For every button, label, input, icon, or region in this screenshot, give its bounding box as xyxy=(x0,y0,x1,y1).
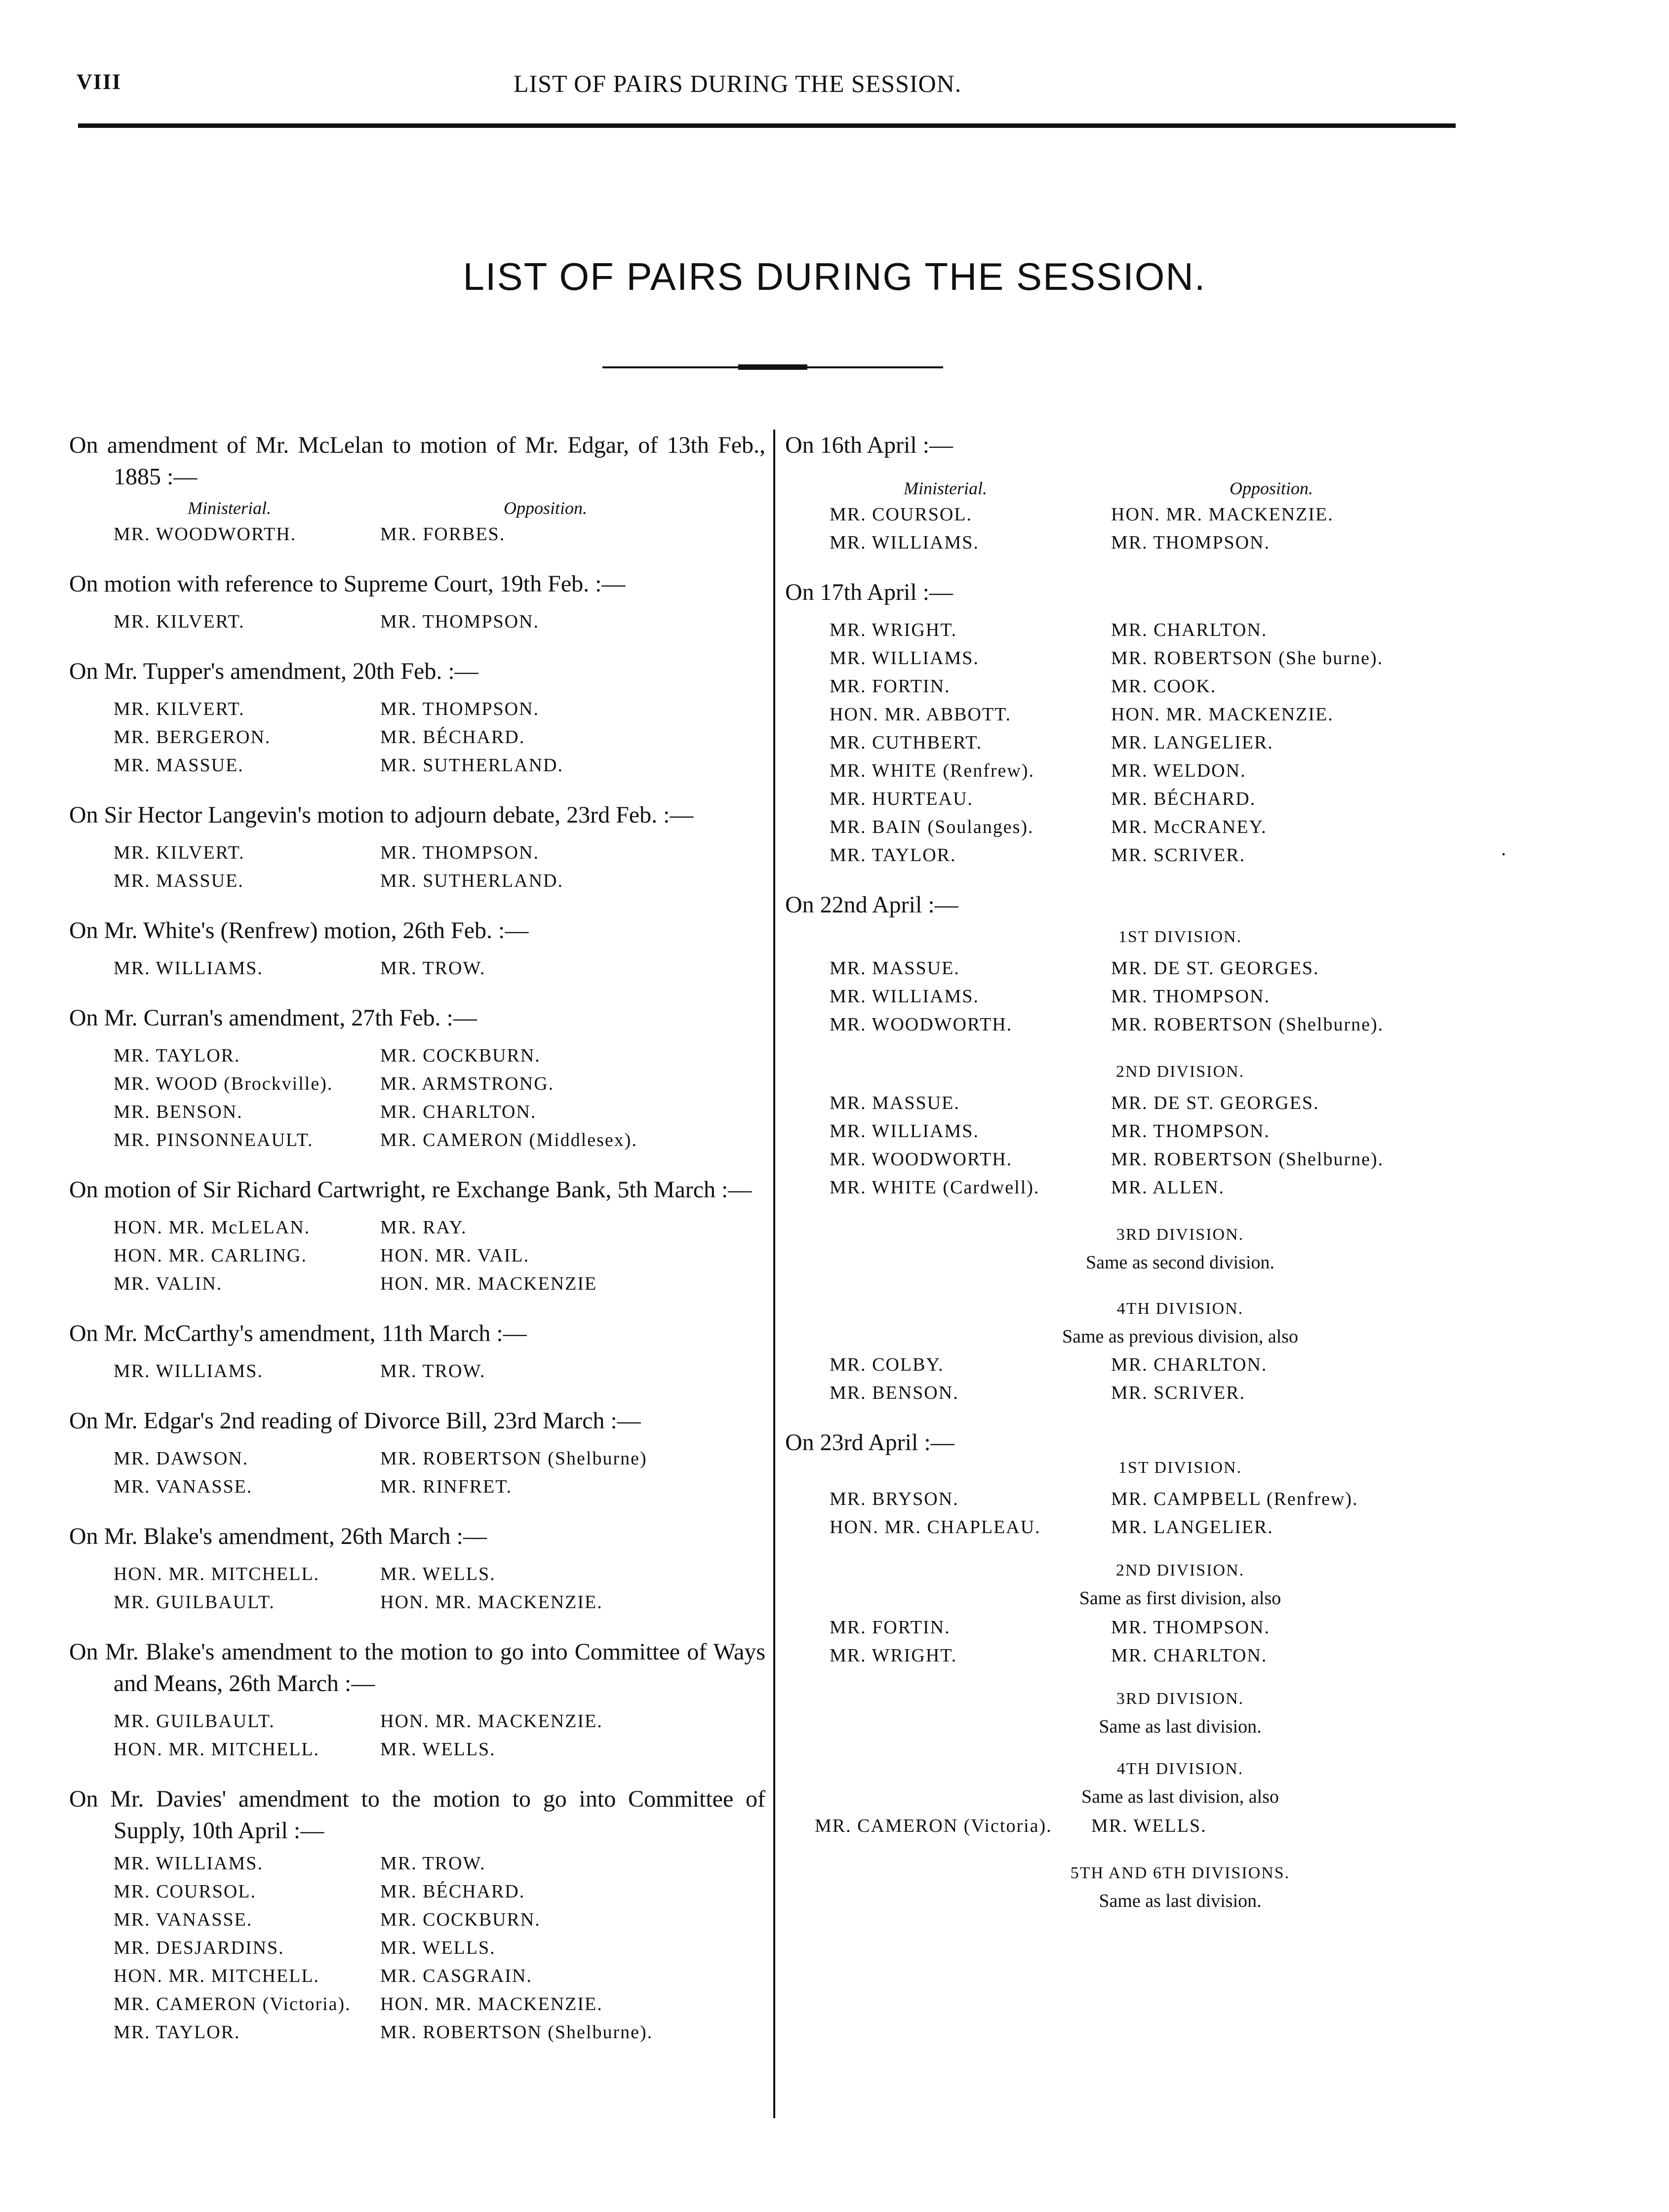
pair-entry-apr17 xyxy=(785,577,1575,869)
page-title: LIST OF PAIRS DURING THE SESSION. xyxy=(463,255,1206,298)
division-note: Same as last division, also xyxy=(1081,1786,1279,1807)
opposition-name: MR. WELDON. xyxy=(1111,760,1246,781)
ministerial-name: MR. BENSON. xyxy=(114,1102,243,1122)
division-heading: 1ST DIVISION. xyxy=(1118,928,1242,946)
ministerial-name: MR. KILVERT. xyxy=(114,699,245,719)
entry-heading: On Mr. Blake's amendment to the motion to go into Committee of Ways and Means, 26th March :— xyxy=(69,1639,765,1697)
entry-heading: On Mr. Tupper's amendment, 20th Feb. :— xyxy=(69,658,478,684)
opposition-name: MR. CHARLTON. xyxy=(1111,1645,1268,1666)
opposition-name: MR. WELLS. xyxy=(380,1564,496,1584)
pair-entry xyxy=(69,568,765,636)
opposition-name: MR. THOMPSON. xyxy=(1111,1617,1270,1638)
division-heading: 3RD DIVISION. xyxy=(1116,1225,1244,1244)
opposition-name: MR. CHARLTON. xyxy=(1111,620,1268,640)
ministerial-name: HON. MR. CHAPLEAU. xyxy=(830,1517,1041,1538)
division-heading: 3RD DIVISION. xyxy=(1116,1690,1244,1708)
opposition-name: HON. MR. VAIL. xyxy=(380,1245,530,1266)
opposition-name: MR. BÉCHARD. xyxy=(1111,789,1256,809)
ministerial-name: MR. TAYLOR. xyxy=(114,1045,240,1066)
ministerial-name: MR. VANASSE. xyxy=(114,1909,253,1930)
opposition-name: MR. ALLEN. xyxy=(1111,1177,1225,1198)
entry-heading: On 16th April :— xyxy=(785,432,954,458)
ministerial-name: MR. MASSUE. xyxy=(830,1093,960,1113)
opposition-name: MR. CAMERON (Middlesex). xyxy=(380,1130,637,1150)
opposition-name: MR. DE ST. GEORGES. xyxy=(1111,1093,1319,1113)
pair-entry xyxy=(69,430,765,549)
ministerial-name: MR. KILVERT. xyxy=(114,611,245,632)
pair-entry-apr16 xyxy=(785,430,1575,557)
column-divider xyxy=(773,430,775,2118)
opposition-name: MR. THOMPSON. xyxy=(1111,532,1270,553)
pair-entry xyxy=(69,1405,765,1501)
opposition-label: Opposition. xyxy=(504,498,588,518)
opposition-name: MR. LANGELIER. xyxy=(1111,1517,1273,1538)
opposition-name: MR. THOMPSON. xyxy=(1111,986,1270,1007)
ministerial-name: MR. CAMERON (Victoria). xyxy=(815,1816,1052,1836)
ministerial-name: MR. COURSOL. xyxy=(830,504,972,525)
pair-entry xyxy=(69,915,765,983)
ministerial-name: MR. TAYLOR. xyxy=(830,845,956,866)
opposition-name: HON. MR. MACKENZIE. xyxy=(1111,704,1334,725)
ministerial-name: MR. MASSUE. xyxy=(114,755,244,776)
opposition-name: MR. LANGELIER. xyxy=(1111,732,1273,753)
division-heading: 4TH DIVISION. xyxy=(1116,1760,1244,1778)
ministerial-name: MR. VANASSE. xyxy=(114,1476,253,1497)
division-note: Same as last division. xyxy=(1099,1716,1262,1737)
entry-heading: On Mr. Edgar's 2nd reading of Divorce Bill, 23rd March :— xyxy=(69,1408,641,1434)
ministerial-name: MR. GUILBAULT. xyxy=(114,1711,275,1732)
ministerial-name: MR. CAMERON (Victoria). xyxy=(114,1994,351,2014)
opposition-name: MR. McCRANEY. xyxy=(1111,817,1267,837)
ministerial-name: MR. WOODWORTH. xyxy=(830,1149,1013,1170)
opposition-name: MR. THOMPSON. xyxy=(1111,1121,1270,1142)
entry-heading: On Sir Hector Langevin's motion to adjourn debate, 23rd Feb. :— xyxy=(69,802,694,828)
ministerial-name: MR. WHITE (Cardwell). xyxy=(830,1177,1040,1198)
right-column xyxy=(785,430,1575,1934)
ministerial-name: MR. MASSUE. xyxy=(830,958,960,979)
ministerial-name: MR. VALIN. xyxy=(114,1273,223,1294)
opposition-name: MR. ARMSTRONG. xyxy=(380,1073,555,1094)
opposition-name: MR. ROBERTSON (Shelburne) xyxy=(380,1448,647,1469)
opposition-label: Opposition. xyxy=(1230,478,1313,498)
ministerial-name: MR. WILLIAMS. xyxy=(114,1361,263,1382)
opposition-name: MR. RINFRET. xyxy=(380,1476,513,1497)
page-number: VIII xyxy=(77,70,122,94)
opposition-name: MR. WELLS. xyxy=(380,1937,496,1958)
opposition-name: MR. ROBERTSON (Shelburne). xyxy=(1111,1014,1384,1035)
division-note: Same as first division, also xyxy=(1079,1588,1281,1609)
opposition-name: MR. THOMPSON. xyxy=(380,699,539,719)
entry-heading: On 22nd April :— xyxy=(785,892,958,918)
ministerial-name: MR. KILVERT. xyxy=(114,842,245,863)
entry-heading: On Mr. Davies' amendment to the motion to go into Committee of Supply, 10th April :— xyxy=(69,1786,765,1844)
pair-entry xyxy=(69,1521,765,1617)
ministerial-name: MR. COURSOL. xyxy=(114,1881,256,1902)
opposition-name: MR. CAMPBELL (Renfrew). xyxy=(1111,1489,1358,1509)
opposition-name: MR. FORBES. xyxy=(380,524,506,545)
pair-entry xyxy=(69,1318,765,1385)
opposition-name: MR. TROW. xyxy=(380,958,486,979)
entry-heading: On 17th April :— xyxy=(785,579,954,605)
division-note: Same as second division. xyxy=(1085,1252,1275,1273)
ministerial-name: HON. MR. MITCHELL. xyxy=(114,1739,320,1760)
opposition-name: MR. THOMPSON. xyxy=(380,611,539,632)
pair-entry xyxy=(69,1636,765,1764)
opposition-name: MR. THOMPSON. xyxy=(380,842,539,863)
division-heading: 5TH AND 6TH DIVISIONS. xyxy=(1070,1864,1290,1882)
pair-entry xyxy=(69,1002,765,1154)
pair-entry xyxy=(69,656,765,780)
entry-heading: On Mr. Curran's amendment, 27th Feb. :— xyxy=(69,1005,477,1031)
ministerial-name: HON. MR. ABBOTT. xyxy=(830,704,1012,725)
opposition-name: MR. WELLS. xyxy=(380,1739,496,1760)
opposition-name: MR. ROBERTSON (Shelburne). xyxy=(380,2022,653,2043)
opposition-name: MR. CHARLTON. xyxy=(1111,1354,1268,1375)
ministerial-name: MR. DAWSON. xyxy=(114,1448,249,1469)
running-title: LIST OF PAIRS DURING THE SESSION. xyxy=(514,70,962,97)
opposition-name: MR. SUTHERLAND. xyxy=(380,755,563,776)
division-note: Same as previous division, also xyxy=(1062,1326,1299,1347)
opposition-name: MR. TROW. xyxy=(380,1853,486,1874)
pair-entry xyxy=(69,799,765,895)
pair-entry xyxy=(69,1174,765,1298)
opposition-name: MR. SUTHERLAND. xyxy=(380,870,563,891)
opposition-name: MR. TROW. xyxy=(380,1361,486,1382)
ministerial-name: MR. WILLIAMS. xyxy=(830,986,979,1007)
division-heading: 1ST DIVISION. xyxy=(1118,1459,1242,1477)
ministerial-name: MR. DESJARDINS. xyxy=(114,1937,284,1958)
opposition-name: MR. SCRIVER. xyxy=(1111,1382,1246,1403)
ministerial-name: MR. WOODWORTH. xyxy=(114,524,297,545)
ministerial-label: Ministerial. xyxy=(904,478,987,498)
ministerial-name: MR. WILLIAMS. xyxy=(830,1121,979,1142)
opposition-name: MR. BÉCHARD. xyxy=(380,727,525,748)
ministerial-name: MR. WILLIAMS. xyxy=(830,648,979,669)
entry-heading: On 23rd April :— xyxy=(785,1429,954,1456)
ministerial-name: MR. BENSON. xyxy=(830,1382,959,1403)
ministerial-name: MR. COLBY. xyxy=(830,1354,944,1375)
division-heading: 2ND DIVISION. xyxy=(1115,1561,1245,1580)
opposition-name: MR. ROBERTSON (Shelburne). xyxy=(1111,1149,1384,1170)
opposition-name: HON. MR. MACKENZIE xyxy=(380,1273,597,1294)
ministerial-name: MR. GUILBAULT. xyxy=(114,1592,275,1613)
ministerial-name: MR. WRIGHT. xyxy=(830,620,957,640)
ministerial-name: MR. BRYSON. xyxy=(830,1489,959,1509)
header-rule xyxy=(78,123,1456,128)
title-rule-ornament xyxy=(738,364,807,370)
division-heading: 2ND DIVISION. xyxy=(1115,1063,1245,1081)
ministerial-name: MR. WHITE (Renfrew). xyxy=(830,760,1034,781)
division-heading: 4TH DIVISION. xyxy=(1116,1300,1244,1318)
division-note: Same as last division. xyxy=(1099,1891,1262,1911)
ministerial-name: MR. WOODWORTH. xyxy=(830,1014,1013,1035)
opposition-name: MR. COCKBURN. xyxy=(380,1045,541,1066)
entry-heading: On Mr. McCarthy's amendment, 11th March :— xyxy=(69,1320,527,1346)
pair-entry-apr23 xyxy=(785,1427,1575,1914)
opposition-name: MR. SCRIVER. xyxy=(1111,845,1246,866)
ministerial-name: MR. WRIGHT. xyxy=(830,1645,957,1666)
ministerial-label: Ministerial. xyxy=(188,498,271,518)
pair-entry xyxy=(69,1783,765,2047)
entry-heading: On Mr. Blake's amendment, 26th March :— xyxy=(69,1523,487,1549)
opposition-name: MR. BÉCHARD. xyxy=(380,1881,525,1902)
ministerial-name: MR. TAYLOR. xyxy=(114,2022,240,2043)
opposition-name: MR. CASGRAIN. xyxy=(380,1966,532,1986)
ministerial-name: MR. FORTIN. xyxy=(830,676,951,697)
opposition-name: MR. ROBERTSON (She burne). xyxy=(1111,648,1384,669)
opposition-name: MR. CHARLTON. xyxy=(380,1102,537,1122)
opposition-name: HON. MR. MACKENZIE. xyxy=(380,1592,603,1613)
opposition-name: HON. MR. MACKENZIE. xyxy=(1111,504,1334,525)
ministerial-name: MR. WILLIAMS. xyxy=(114,1853,263,1874)
ministerial-name: HON. MR. MITCHELL. xyxy=(114,1966,320,1986)
stray-mark: . xyxy=(1501,837,1506,860)
ministerial-name: MR. WOOD (Brockville). xyxy=(114,1073,333,1094)
entry-heading: On motion with reference to Supreme Court, 19th Feb. :— xyxy=(69,571,626,597)
entry-heading: On Mr. White's (Renfrew) motion, 26th Feb. :— xyxy=(69,917,529,944)
opposition-name: HON. MR. MACKENZIE. xyxy=(380,1994,603,2014)
left-column xyxy=(69,430,765,2066)
opposition-name: MR. WELLS. xyxy=(1091,1816,1207,1836)
ministerial-name: MR. FORTIN. xyxy=(830,1617,951,1638)
opposition-name: HON. MR. MACKENZIE. xyxy=(380,1711,603,1732)
opposition-name: MR. DE ST. GEORGES. xyxy=(1111,958,1319,979)
ministerial-name: HON. MR. MITCHELL. xyxy=(114,1564,320,1584)
ministerial-name: MR. WILLIAMS. xyxy=(830,532,979,553)
opposition-name: MR. COOK. xyxy=(1111,676,1217,697)
ministerial-name: MR. HURTEAU. xyxy=(830,789,973,809)
opposition-name: MR. RAY. xyxy=(380,1217,467,1238)
opposition-name: MR. COCKBURN. xyxy=(380,1909,541,1930)
running-head xyxy=(77,69,1471,109)
entry-heading: On amendment of Mr. McLelan to motion of Mr. Edgar, of 13th Feb., 1885 :— xyxy=(69,432,765,490)
entry-heading: On motion of Sir Richard Cartwright, re Exchange Bank, 5th March :— xyxy=(69,1177,752,1203)
ministerial-name: MR. CUTHBERT. xyxy=(830,732,983,753)
ministerial-name: MR. WILLIAMS. xyxy=(114,958,263,979)
ministerial-name: HON. MR. McLELAN. xyxy=(114,1217,311,1238)
ministerial-name: MR. PINSONNEAULT. xyxy=(114,1130,314,1150)
ministerial-name: MR. BAIN (Soulanges). xyxy=(830,817,1034,837)
ministerial-name: MR. BERGERON. xyxy=(114,727,271,748)
ministerial-name: HON. MR. CARLING. xyxy=(114,1245,307,1266)
pair-entry-apr22 xyxy=(785,889,1575,1407)
ministerial-name: MR. MASSUE. xyxy=(114,870,244,891)
